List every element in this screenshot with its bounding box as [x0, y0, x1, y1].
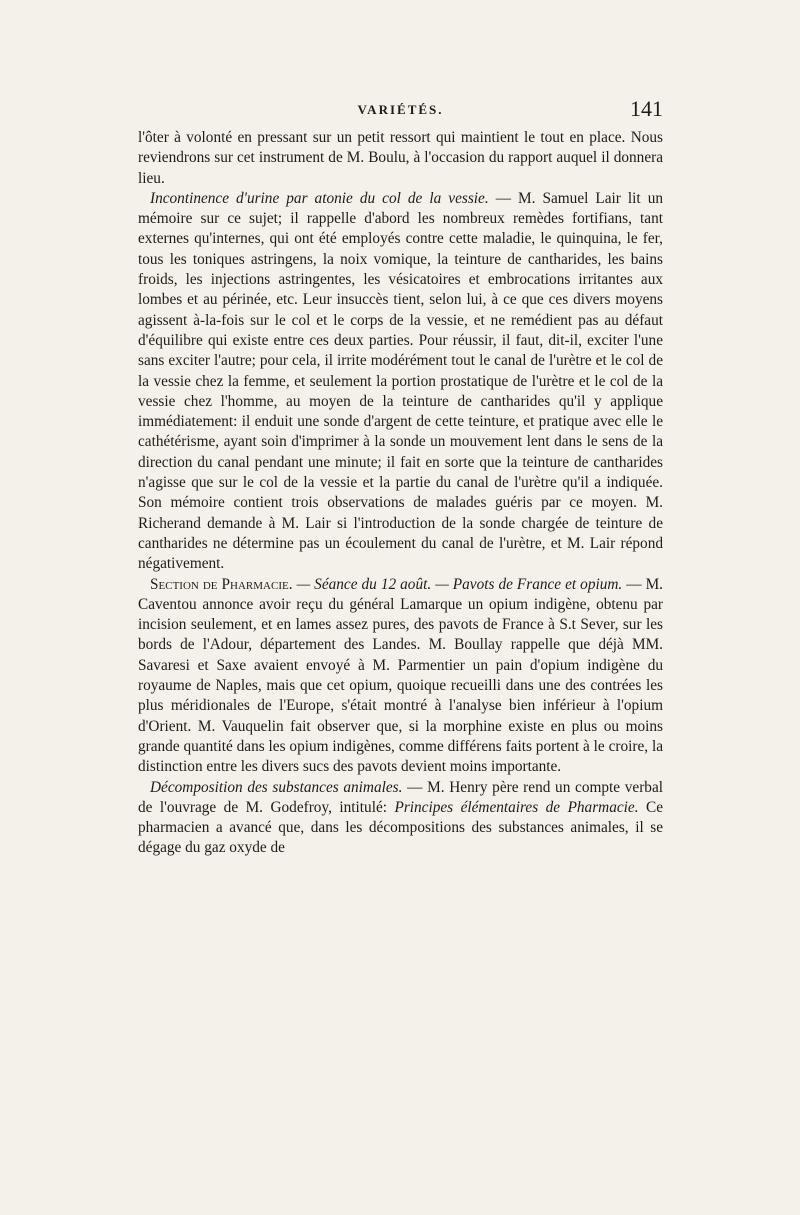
body-text — [138, 128, 663, 859]
book-title: Principes élémentaires de Pharmacie. — [394, 798, 639, 816]
paragraph-text: — M. Caventou annonce avoir reçu du général Lamarque un opium indigène, obtenu par incision seulement, et en lames assez pures, des pavots de France à S.t Sever, sur les bords de l'Adour, département des Landes. M. Boullay rappelle que déjà MM. Savaresi et Saxe avaient envoyé à M. Parmentier un pain d'opium indigène du royaume de Naples, mais que cet opium, quoique recueilli dans une des contrées les plus méridionales de l'Europe, s'était montré à l'analyse bien inférieur à l'opium d'Orient. M. Vauquelin fait observer que, si la morphine existe en plus ou moins grande quantité dans les opium indigènes, comme différens faits portent à le croire, la distinction entre les divers sucs des pavots devient moins importante. — [138, 575, 663, 776]
paragraph-pharmacie — [138, 575, 663, 778]
page-number: 141 — [630, 96, 663, 121]
paragraph-incontinence — [138, 189, 663, 575]
paragraph-text-end: Ce pharmacien a avancé que, dans les décompositions des substances animales, il se dégage du gaz oxyde de — [138, 798, 663, 857]
paragraph-continuation — [138, 128, 663, 189]
paragraph-decomposition — [138, 778, 663, 859]
section-heading: Section de Pharmacie. — [150, 575, 293, 593]
paragraph-text: — M. Henry père rend un compte verbal de l'ouvrage de M. Godefroy, intitulé: — [138, 778, 663, 816]
paragraph-title: — Pavots de France et opium. — [431, 575, 623, 593]
page-header — [138, 96, 663, 128]
book-page — [138, 96, 664, 859]
session-date: — Séance du 12 août. — [292, 575, 432, 593]
paragraph-text: l'ôter à volonté en pressant sur un petit ressort qui maintient le tout en place. Nous reviendrons sur cet instrument de M. Boulu, à l'occasion du rapport auquel il donnera lieu. — [138, 129, 663, 187]
paragraph-text: — M. Samuel Lair lit un mémoire sur ce sujet; il rappelle d'abord les nombreux remèdes fortifians, tant externes qu'internes, qui ont été employés contre cette maladie, le quinquina, le fer, tous les toniques astringens, la noix vomique, la teinture de cantharides, les bains froids, les injections astringentes, les vésicatoires et embrocations irritantes aux lombes et au périnée, etc. Leur insuccès tient, selon lui, à ce que ces divers moyens agissent à-la-fois sur le col et le corps de la vessie, et ne remédient pas au défaut d'équilibre qui existe entre ces deux parties. Pour réussir, il faut, dit-il, exciter l'une sans exciter l'autre; pour cela, il irrite modérément tout le canal de l'urètre et le col de la vessie chez la femme, et seulement la portion prostatique de l'urètre et le col de la vessie chez l'homme, au moyen de la teinture de cantharides qu'il y applique immédiatement: il enduit une sonde d'argent de cette teinture, et pratique avec elle le cathétérisme, ayant soin d'imprimer à la sonde un mouvement lent dans le sens de la direction du canal pendant une minute; il fait en sorte que la teinture de cantharides n'agisse que sur le col de la vessie et la partie du canal de l'urètre qu'il a indiquée. Son mémoire contient trois observations de malades guéris par ce moyen. M. Richerand demande à M. Lair si l'introduction de la sonde chargée de teinture de cantharides ne détermine pas un écoulement du canal de l'urètre, et M. Lair répond négativement. — [138, 189, 664, 573]
running-head: VARIÉTÉS. — [357, 102, 444, 117]
paragraph-title: Incontinence d'urine par atonie du col de la vessie. — [150, 189, 489, 207]
paragraph-title: Décomposition des substances animales. — [150, 778, 403, 796]
